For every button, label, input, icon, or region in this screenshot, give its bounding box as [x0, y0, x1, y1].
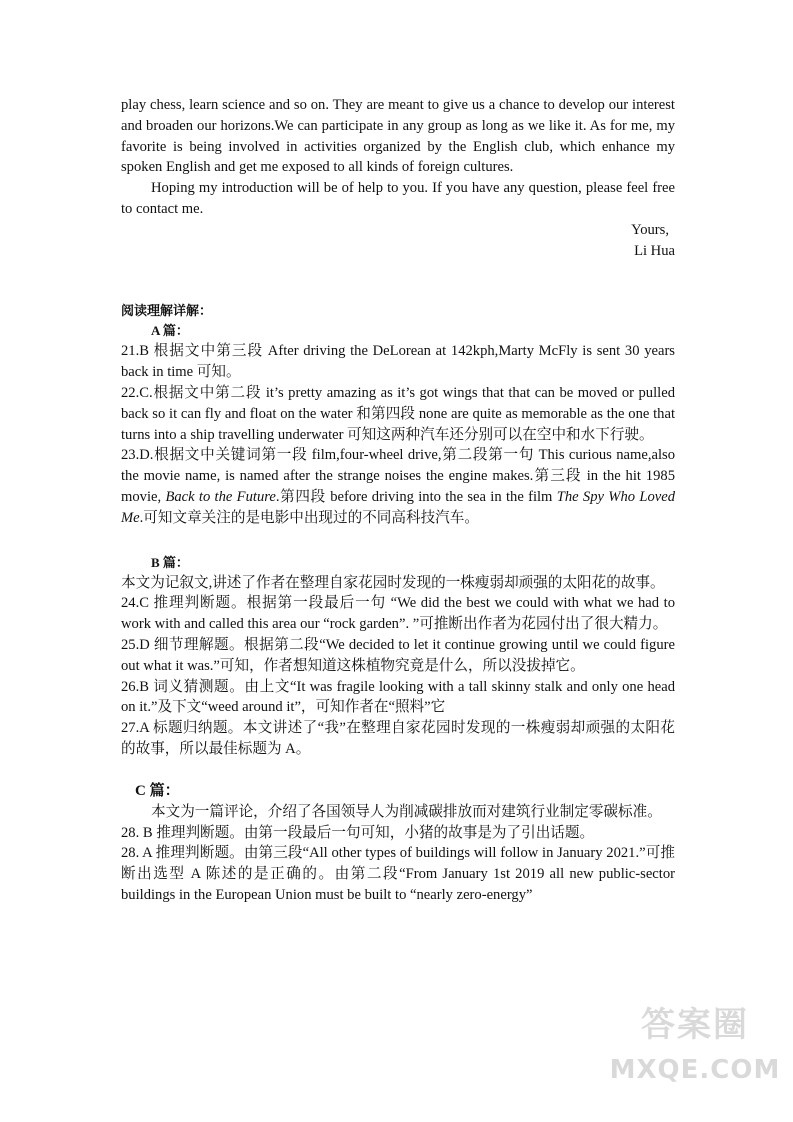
site-watermark-logo [600, 1000, 790, 1120]
answer-28-first: 28. B 推理判断题。由第一段最后一句可知，小猪的故事是为了引出话题。 [121, 824, 595, 841]
section-c-title: C 篇： [135, 782, 180, 799]
section-c-summary: 本文为一篇评论，介绍了各国领导人为削减碳排放而对建筑行业制定零碳标准。 [151, 803, 662, 820]
section-b-summary: 本文为记叙文,讲述了作者在整理自家花园时发现的一株瘦弱却顽强的太阳花的故事。 [121, 574, 665, 591]
answer-21: 21.B 根据文中第三段 After driving the DeLorean at 142kph,Marty McFly is sent 30 years back in time 可知。 [121, 343, 675, 381]
watermark-bottom-text: MXQE.COM [609, 1055, 781, 1085]
movie-title-spy-who-loved-me: The Spy Who Loved Me [121, 488, 675, 526]
answer-28-second: 28. A 推理判断题。由第三段“All other types of buildings will follow in January 2021.”可推断出选型 A 陈述的是正确的。由第二段“From January 1st 2019 all new public-sector buildings in the European Union must be built to “nearly zero-energy” [121, 845, 675, 903]
answer-23-text-2: .第四段 before driving into the sea in the film [275, 488, 557, 505]
answer-22: 22.C.根据文中第二段 it’s pretty amazing as it’s got wings that that can be moved or pulled back so it can fly and float on the water 和第四段 none are quite as memorable as the one that turns into a ship travelling underwater 可知这两种汽车还分别可以在空中和水下行驶。 [121, 384, 675, 443]
movie-title-back-to-the-future: Back to the Future [165, 488, 276, 505]
letter-sign-off: Yours, [631, 221, 669, 238]
answer-23-text-3: .可知文章关注的是电影中出现过的不同高科技汽车。 [139, 509, 479, 526]
answer-26: 26.B 词义猜测题。由上文“It was fragile looking with a tall skinny stalk and only one head on it.”及下文“weed around it”，可知作者在“照料”它 [121, 678, 675, 716]
answer-24: 24.C 推理判断题。根据第一段最后一句 “We did the best we could with what we had to work with and called this area our “rock garden”. ”可推断出作者为花园付出了很大精力。 [121, 595, 675, 633]
answer-23-text-1: 23.D.根据文中关键词第一段 film,four-wheel drive,第二段第一句 This curious name,also the movie name, is named after the strange noises the engine makes.第三段 in the hit 1985 movie, [121, 447, 675, 505]
reading-heading: 阅读理解详解： [121, 303, 213, 319]
letter-signature-block [121, 220, 675, 262]
section-b-title: B 篇： [151, 554, 189, 570]
answer-25: 25.D 细节理解题。根据第二段“We decided to let it continue growing until we could figure out what it was.”可知，作者想知道这株植物究竟是什么，所以没拔掉它。 [121, 636, 675, 674]
answer-27: 27.A 标题归纳题。本文讲述了“我”在整理自家花园时发现的一株瘦弱却顽强的太阳花的故事，所以最佳标题为 A。 [121, 720, 675, 757]
letter-body-paragraph: play chess, learn science and so on. They are meant to give us a chance to develop our interest and broaden our horizons.We can participate in any group as long as we like it. As for me, my favorite is being involved in activities organized by the English club, which enhance my spoken English and get me exposed to all kinds of foreign cultures. [121, 97, 675, 176]
watermark-top-text: 答案圈 [641, 1005, 749, 1045]
section-a-title: A 篇： [151, 323, 189, 339]
letter-signature: Li Hua [634, 242, 675, 259]
letter-closing-paragraph: Hoping my introduction will be of help to you. If you have any question, please feel free to contact me. [121, 180, 675, 217]
